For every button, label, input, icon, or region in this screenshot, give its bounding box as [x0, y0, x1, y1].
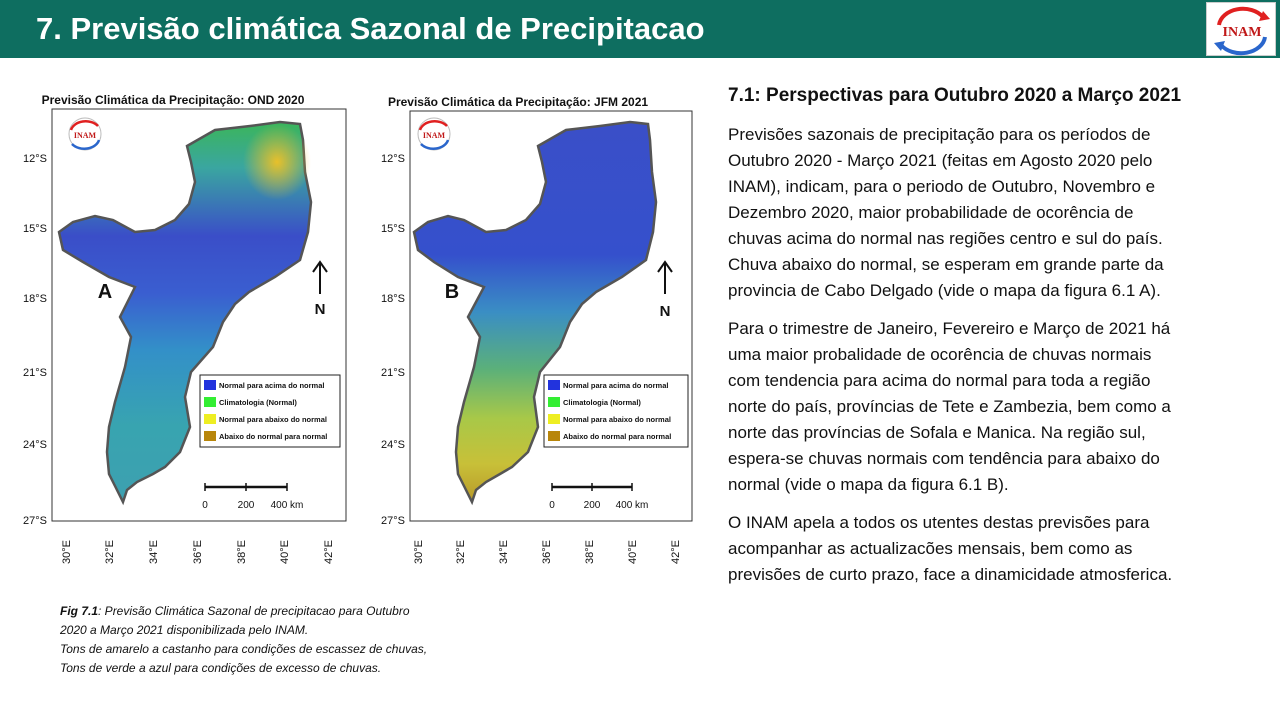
svg-text:N: N: [659, 303, 671, 320]
legend-label: Climatologia (Normal): [219, 398, 297, 407]
text-line: Previsões sazonais de precipitação para os períodos de: [728, 125, 1151, 144]
logo-text: INAM: [1222, 25, 1262, 40]
x-tick: 34°E: [498, 540, 510, 564]
legend-label: Normal para abaixo do normal: [219, 415, 327, 424]
x-tick: 40°E: [627, 540, 639, 564]
x-tick: 38°E: [584, 540, 596, 564]
caption-line: : Previsão Climática Sazonal de precipitacao para Outubro: [98, 604, 410, 618]
y-tick: 15°S: [381, 223, 405, 235]
x-tick: 36°E: [541, 540, 553, 564]
paragraph-appeal: [728, 510, 1233, 588]
legend-swatch: [548, 380, 560, 390]
caption-line: Tons de amarelo a castanho para condições de escassez de chuvas,: [60, 642, 428, 656]
legend-label: Normal para acima do normal: [219, 381, 325, 390]
map-panel-b: [350, 82, 695, 572]
x-tick: 36°E: [192, 540, 204, 564]
legend-label: Normal para abaixo do normal: [563, 415, 671, 424]
text-line: Outubro 2020 - Março 2021 (feitas em Agosto 2020 pelo: [728, 151, 1153, 170]
y-tick: 24°S: [23, 439, 47, 451]
text-column: [728, 82, 1233, 600]
x-tick: 32°E: [104, 540, 116, 564]
svg-text:INAM: INAM: [73, 131, 97, 140]
map-logo: [69, 118, 101, 150]
panel-label: B: [444, 281, 460, 303]
text-line: provincia de Cabo Delgado (vide o mapa da figura 6.1 A).: [728, 281, 1161, 300]
svg-text:200: 200: [583, 500, 601, 511]
x-tick: 42°E: [670, 540, 682, 564]
legend-swatch: [204, 380, 216, 390]
text-line: Para o trimestre de Janeiro, Fevereiro e Março de 2021 há: [728, 319, 1171, 338]
x-tick: 40°E: [279, 540, 291, 564]
svg-text:200: 200: [237, 500, 255, 511]
paragraph-ond: [728, 122, 1233, 304]
page-title: 7. Previsão climática Sazonal de Precipitacao: [36, 11, 705, 46]
svg-text:INAM: INAM: [422, 131, 446, 140]
map-panel-a: [5, 82, 350, 572]
legend-swatch: [548, 414, 560, 424]
legend-swatch: [548, 431, 560, 441]
text-line: INAM), indicam, para o periodo de Outubro, Novembro e: [728, 177, 1156, 196]
map-logo: [418, 118, 450, 150]
y-tick: 18°S: [381, 293, 405, 305]
figure-caption: [60, 602, 510, 678]
text-line: O INAM apela a todos os utentes destas previsões para: [728, 513, 1150, 532]
text-line: normal (vide o mapa da figura 6.1 B).: [728, 475, 1009, 494]
text-line: norte do país, províncias de Tete e Zambezia, bem como a: [728, 397, 1171, 416]
caption-label: Fig 7.1: [60, 604, 99, 618]
x-axis-ticks: [61, 540, 335, 564]
y-tick: 21°S: [381, 367, 405, 379]
svg-text:400 km: 400 km: [270, 500, 304, 511]
x-axis-ticks: [413, 540, 682, 564]
svg-text:N: N: [314, 301, 326, 318]
y-tick: 27°S: [381, 515, 405, 527]
x-tick: 32°E: [455, 540, 467, 564]
y-axis-ticks: [381, 153, 405, 527]
y-tick: 12°S: [23, 153, 47, 165]
text-line: com tendencia para acima do normal para toda a região: [728, 371, 1151, 390]
inam-logo: [1206, 2, 1276, 56]
y-tick: 24°S: [381, 439, 405, 451]
text-line: acompanhar as actualizacões mensais, bem como as: [728, 539, 1133, 558]
x-tick: 38°E: [236, 540, 248, 564]
legend-label: Abaixo do normal para normal: [563, 432, 672, 441]
legend-label: Normal para acima do normal: [563, 381, 669, 390]
x-tick: 30°E: [413, 540, 425, 564]
text-line: Dezembro 2020, maior probabilidade de ocorência de: [728, 203, 1134, 222]
text-line: previsões de curto prazo, face a dinamicidade atmosferica.: [728, 565, 1173, 584]
y-tick: 15°S: [23, 223, 47, 235]
legend-swatch: [204, 431, 216, 441]
legend-label: Climatologia (Normal): [563, 398, 641, 407]
x-tick: 34°E: [148, 540, 160, 564]
y-axis-ticks: [23, 153, 47, 527]
text-line: norte das províncias de Sofala e Manica. Na região sul,: [728, 423, 1146, 442]
legend-swatch: [204, 397, 216, 407]
paragraph-jfm: [728, 316, 1233, 498]
header-bar: [0, 0, 1280, 58]
svg-text:400 km: 400 km: [615, 500, 649, 511]
dry-region: [243, 124, 311, 200]
svg-text:0: 0: [202, 500, 208, 511]
legend: [544, 375, 688, 447]
section-title: 7.1: Perspectivas para Outubro 2020 a Março 2021: [728, 85, 1182, 106]
text-line: uma maior probalidade de ocorência de chuvas normais: [728, 345, 1152, 364]
y-tick: 21°S: [23, 367, 47, 379]
legend-swatch: [204, 414, 216, 424]
text-line: espera-se chuvas normais com tendência para abaixo do: [728, 449, 1160, 468]
panel-label: A: [97, 281, 113, 303]
y-tick: 27°S: [23, 515, 47, 527]
text-line: chuvas acima do normal nas regiões centro e sul do país.: [728, 229, 1163, 248]
legend-swatch: [548, 397, 560, 407]
y-tick: 12°S: [381, 153, 405, 165]
caption-line: Tons de verde a azul para condições de excesso de chuvas.: [60, 661, 382, 675]
legend: [200, 375, 340, 447]
map-title: Previsão Climática da Precipitação: OND 2020: [41, 93, 305, 107]
x-tick: 42°E: [323, 540, 335, 564]
x-tick: 30°E: [61, 540, 73, 564]
legend-label: Abaixo do normal para normal: [219, 432, 328, 441]
text-line: Chuva abaixo do normal, se esperam em grande parte da: [728, 255, 1164, 274]
caption-line: 2020 a Março 2021 disponibilizada pelo INAM.: [60, 623, 309, 637]
y-tick: 18°S: [23, 293, 47, 305]
svg-text:0: 0: [549, 500, 555, 511]
map-title: Previsão Climática da Precipitação: JFM 2021: [387, 95, 649, 109]
